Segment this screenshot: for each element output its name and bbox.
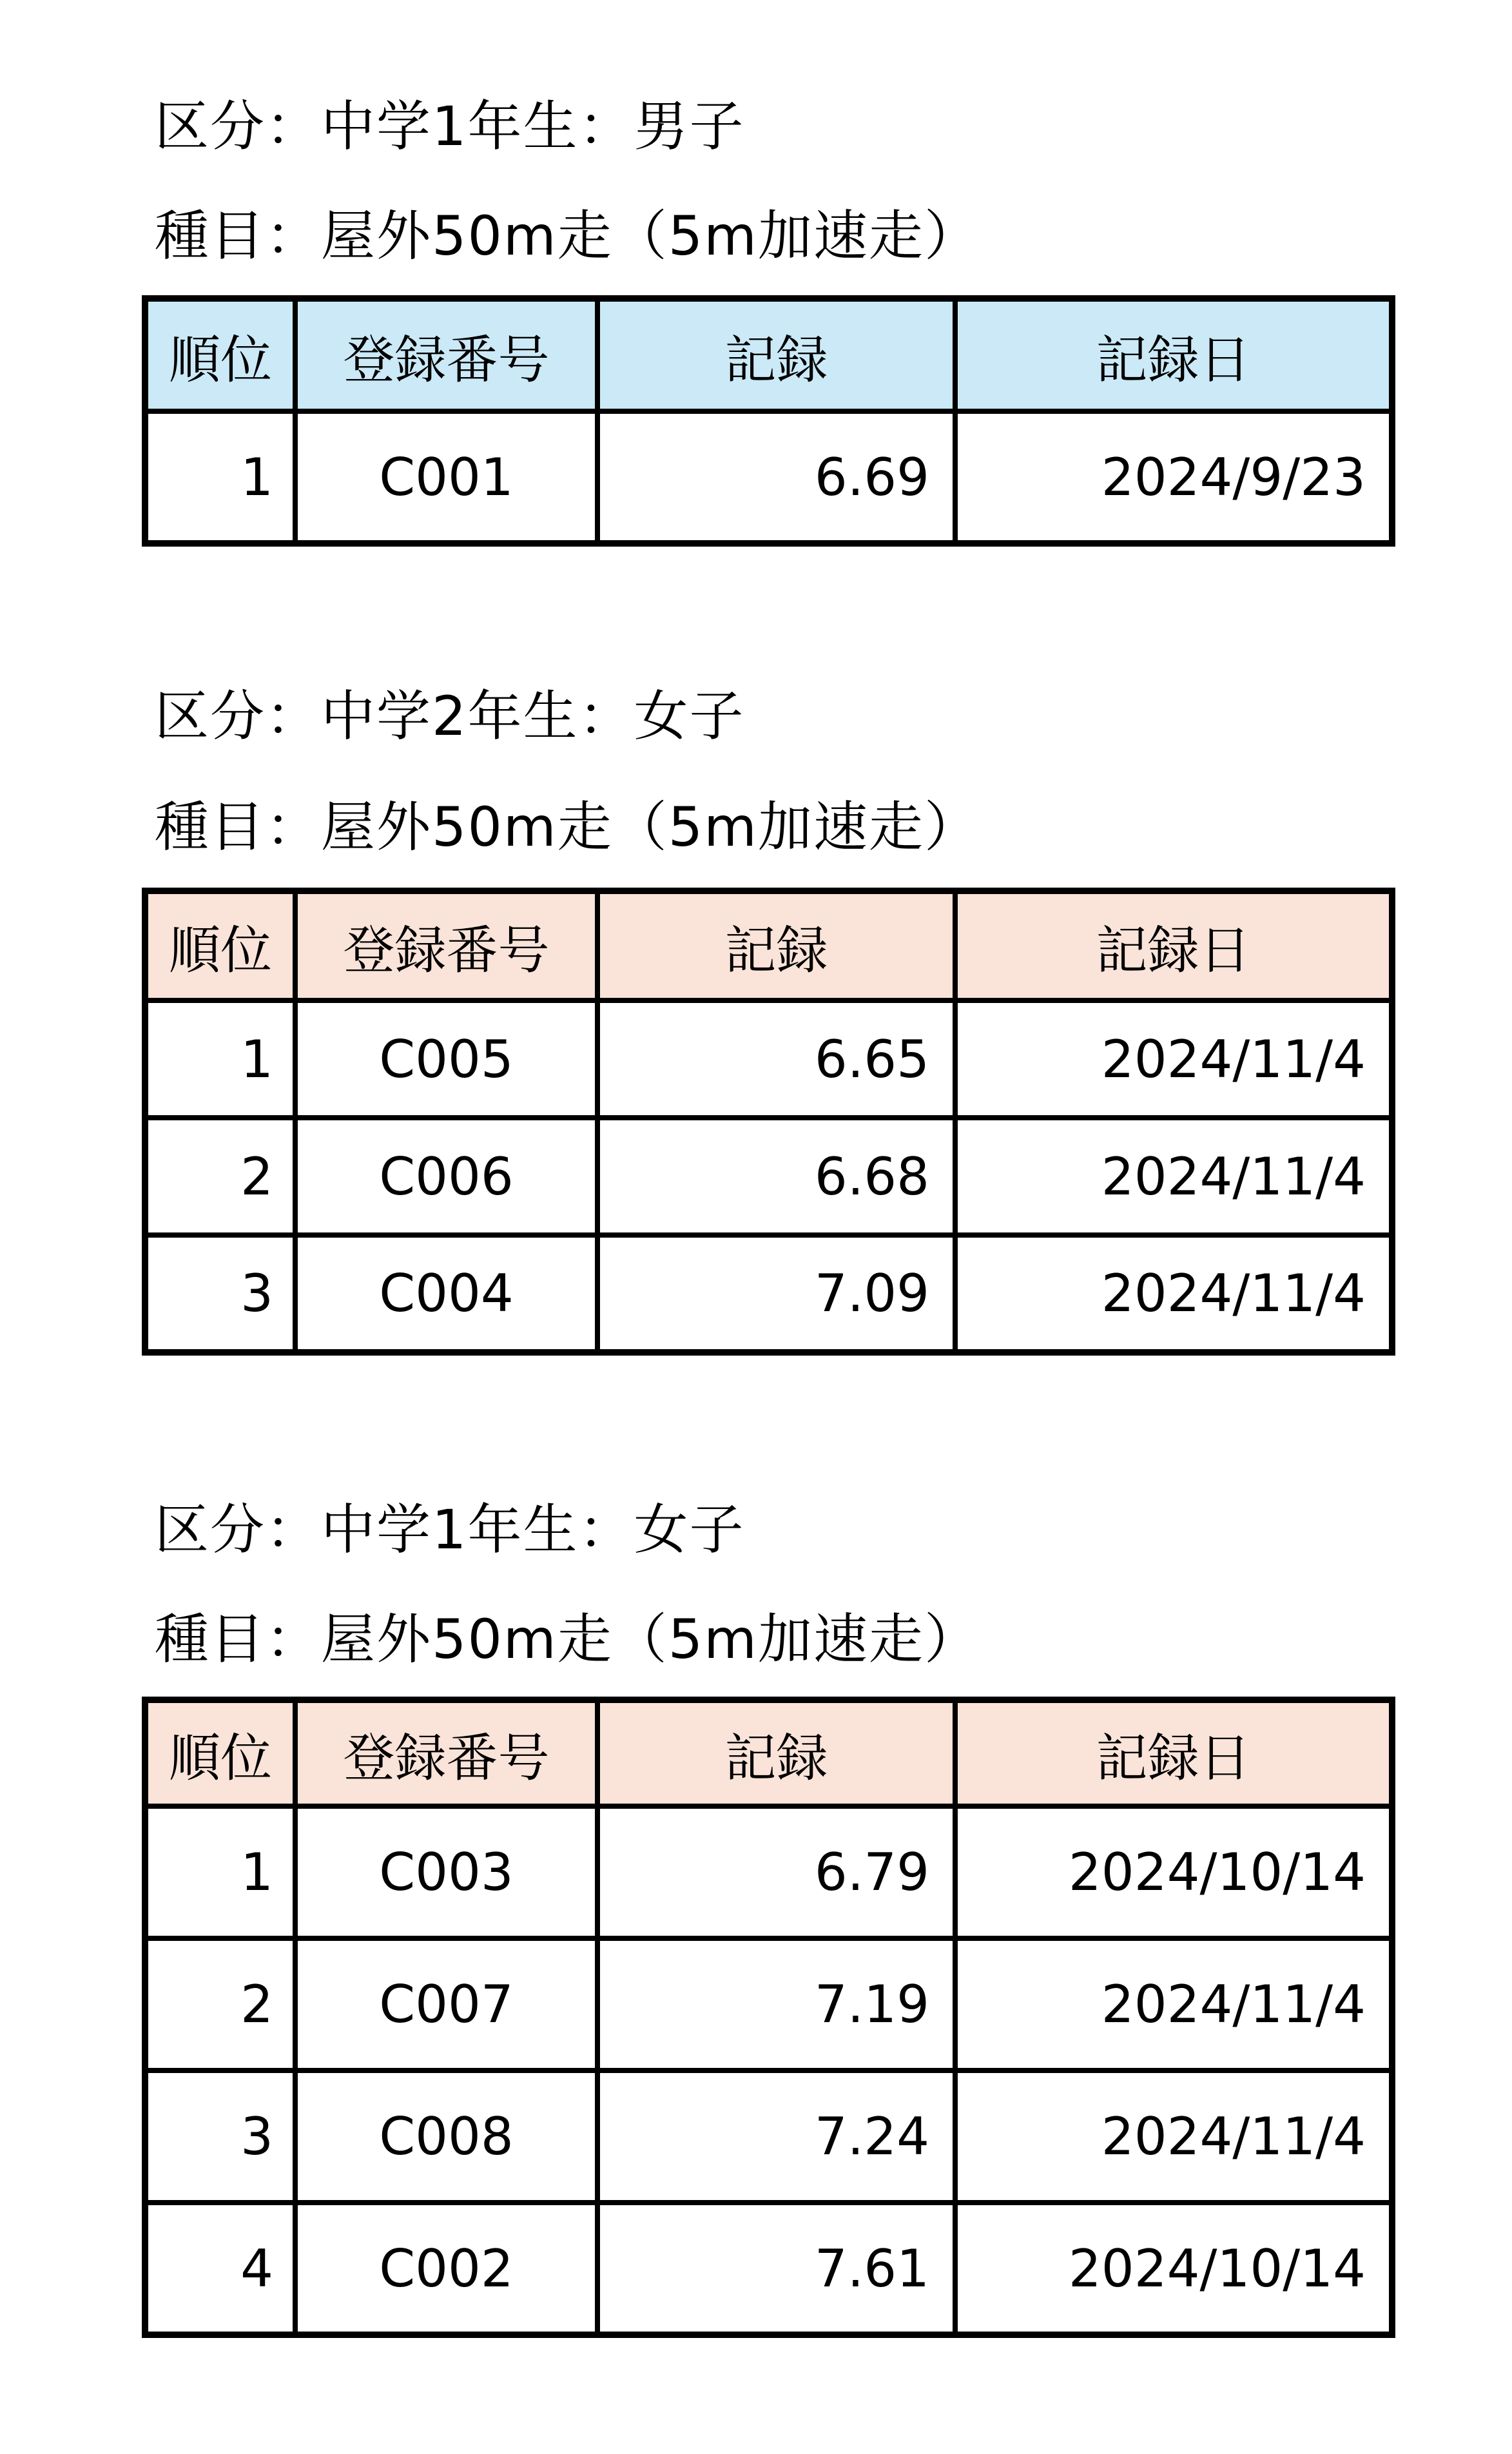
table-row [145,1806,1392,1938]
col-header-reg-no: 登録番号 [295,891,597,1000]
record-cell: 6.69 [597,411,955,543]
table-row [145,2070,1392,2203]
reg-no-cell: C005 [295,1000,597,1118]
section2-event-label: 種目：屋外50m走（5m加速走） [155,795,980,859]
record-date-cell: 2024/11/4 [955,1235,1392,1352]
col-header-reg-no: 登録番号 [295,298,597,411]
reg-no-cell: C006 [295,1118,597,1235]
rank-cell: 2 [145,1118,295,1235]
record-cell: 7.24 [597,2070,955,2203]
col-header-rank: 順位 [145,1700,295,1806]
col-header-record: 記録 [597,298,955,411]
col-header-rank: 順位 [145,891,295,1000]
section1-division-label: 区分：中学1年生：男子 [155,95,745,158]
reg-no-cell: C001 [295,411,597,543]
rank-cell: 3 [145,1235,295,1352]
section1-records-table [142,295,1395,547]
record-cell: 7.19 [597,1938,955,2070]
record-date-cell: 2024/11/4 [955,1118,1392,1235]
col-header-record-date: 記録日 [955,1700,1392,1806]
record-date-cell: 2024/11/4 [955,2070,1392,2203]
col-header-record: 記録 [597,891,955,1000]
record-cell: 6.65 [597,1000,955,1118]
record-date-cell: 2024/11/4 [955,1000,1392,1118]
record-cell: 7.09 [597,1235,955,1352]
col-header-record: 記録 [597,1700,955,1806]
section2-division-label: 区分：中学2年生：女子 [155,685,745,748]
section2-records-table [142,888,1395,1356]
reg-no-cell: C004 [295,1235,597,1352]
section3-division-label: 区分：中学1年生：女子 [155,1498,745,1561]
reg-no-cell: C008 [295,2070,597,2203]
col-header-reg-no: 登録番号 [295,1700,597,1806]
table-row [145,1938,1392,2070]
reg-no-cell: C007 [295,1938,597,2070]
rank-cell: 4 [145,2203,295,2335]
col-header-record-date: 記録日 [955,298,1392,411]
rank-cell: 1 [145,1806,295,1938]
table-header-row [145,1700,1392,1806]
table-row [145,2203,1392,2335]
section3-records-table [142,1697,1395,2338]
record-cell: 6.68 [597,1118,955,1235]
table-header-row [145,891,1392,1000]
col-header-rank: 順位 [145,298,295,411]
section3-event-label: 種目：屋外50m走（5m加速走） [155,1608,980,1671]
record-date-cell: 2024/11/4 [955,1938,1392,2070]
table-row [145,1000,1392,1118]
table-row [145,411,1392,543]
table-header-row [145,298,1392,411]
table-row [145,1118,1392,1235]
record-cell: 6.79 [597,1806,955,1938]
rank-cell: 3 [145,2070,295,2203]
col-header-record-date: 記録日 [955,891,1392,1000]
rank-cell: 1 [145,1000,295,1118]
record-date-cell: 2024/10/14 [955,1806,1392,1938]
record-date-cell: 2024/10/14 [955,2203,1392,2335]
rank-cell: 2 [145,1938,295,2070]
table-row [145,1235,1392,1352]
reg-no-cell: C002 [295,2203,597,2335]
record-cell: 7.61 [597,2203,955,2335]
rank-cell: 1 [145,411,295,543]
section1-event-label: 種目：屋外50m走（5m加速走） [155,204,980,268]
record-date-cell: 2024/9/23 [955,411,1392,543]
reg-no-cell: C003 [295,1806,597,1938]
